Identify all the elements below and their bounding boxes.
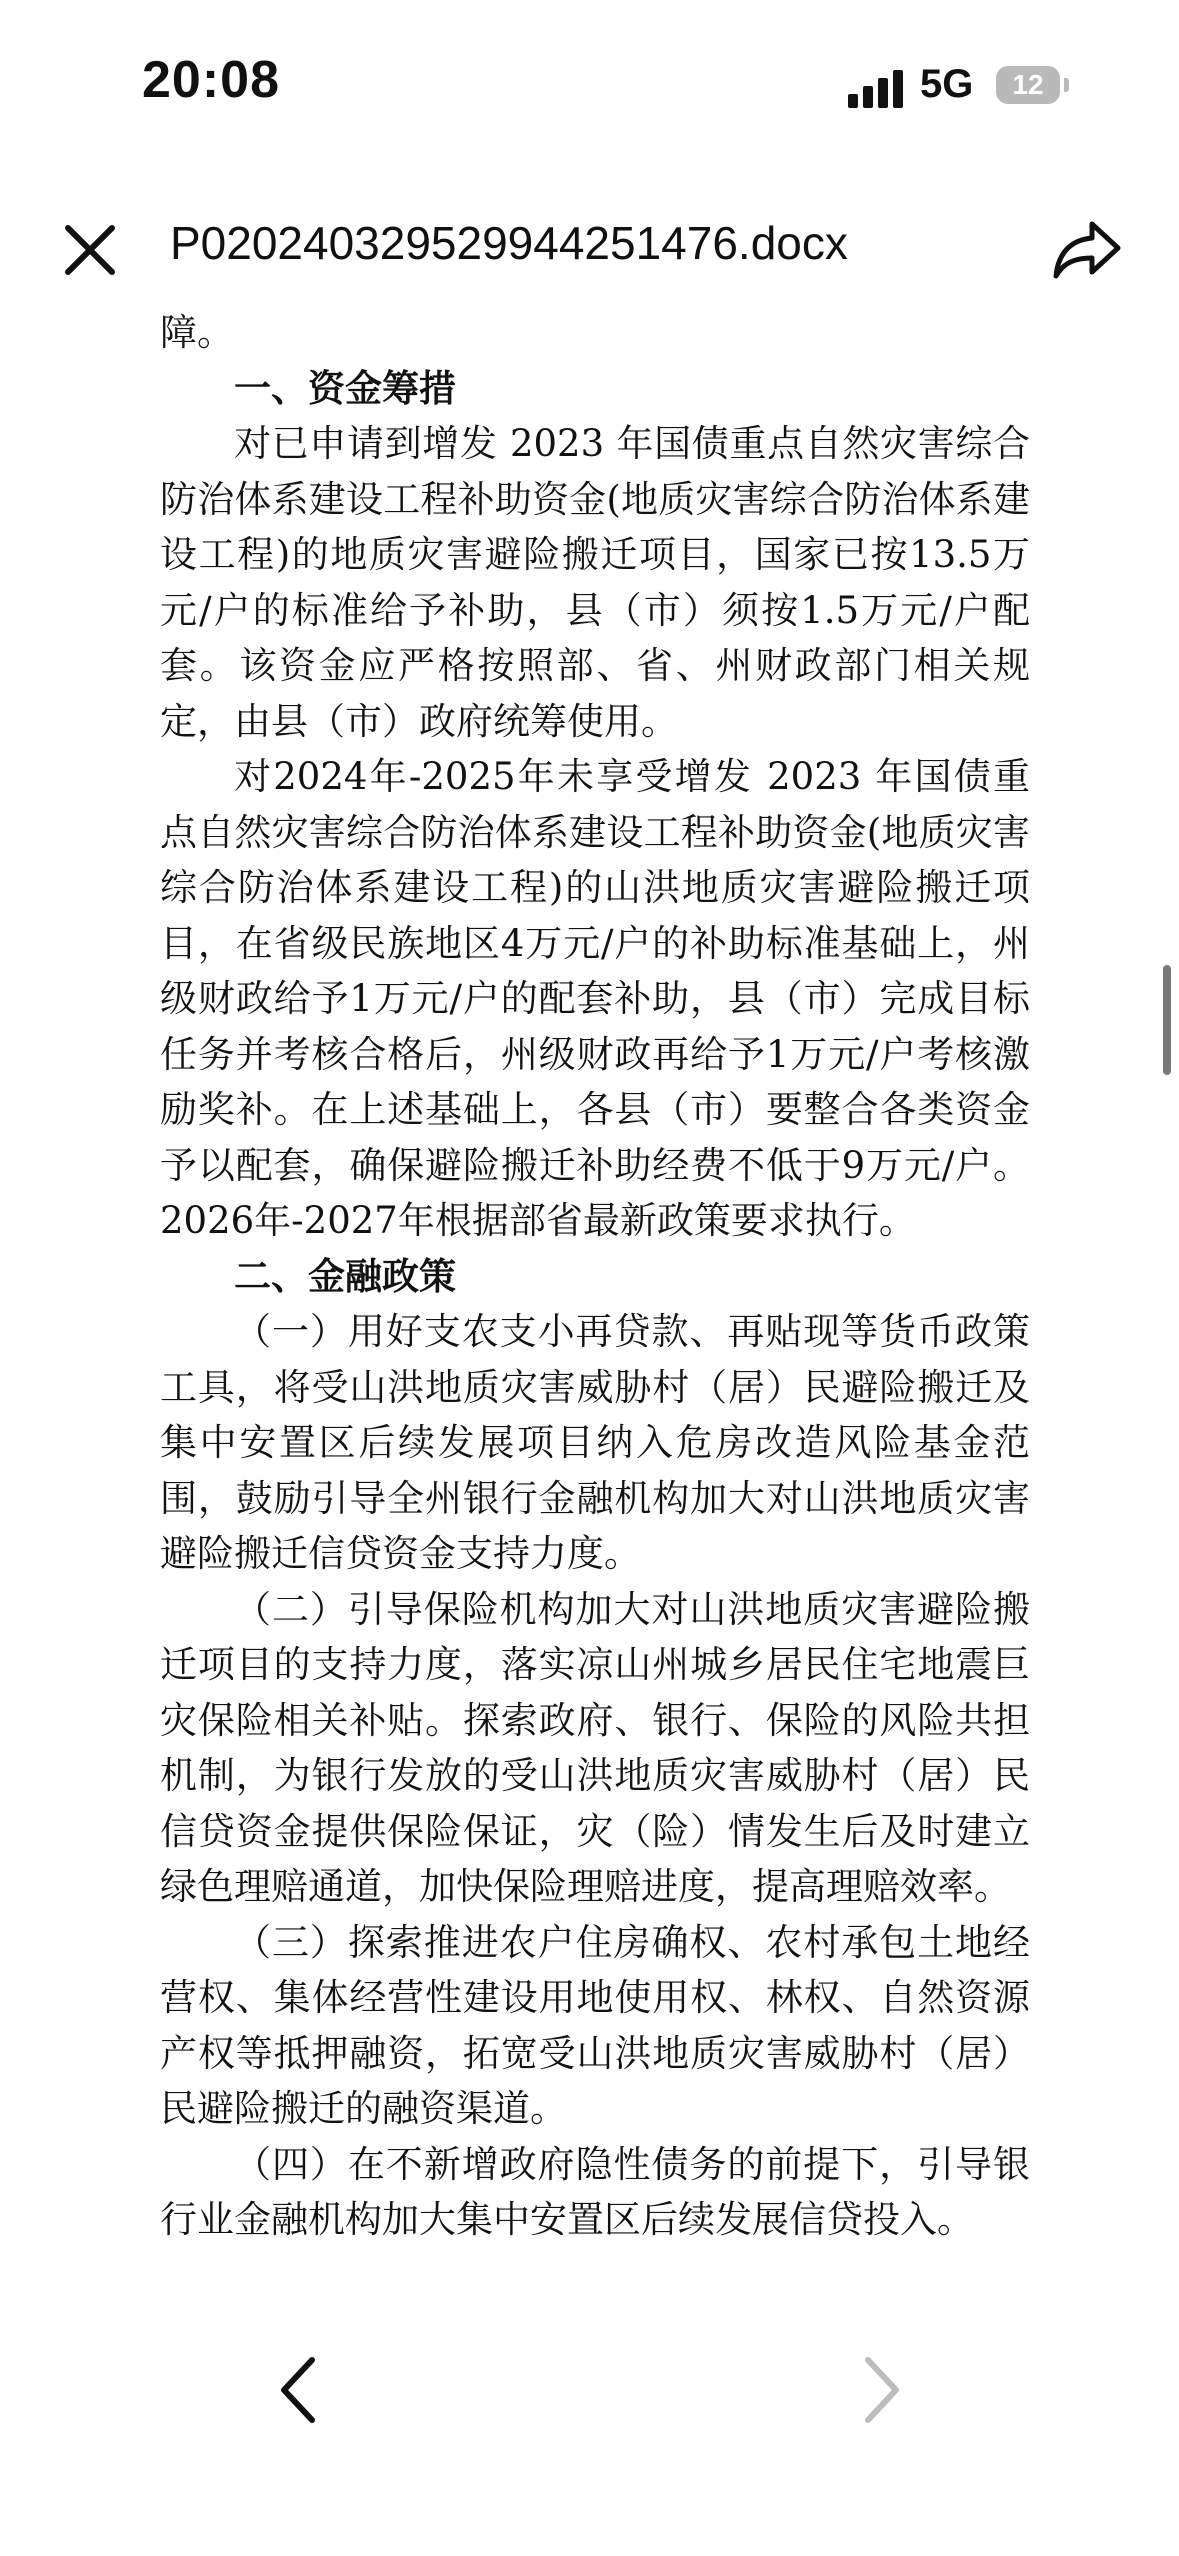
next-button[interactable] bbox=[850, 2350, 910, 2430]
scrollbar[interactable] bbox=[1163, 965, 1171, 1075]
paragraph-6: （四）在不新增政府隐性债务的前提下，引导银行业金融机构加大集中安置区后续发展信贷投入。 bbox=[160, 2142, 1030, 2241]
network-type: 5G bbox=[920, 62, 974, 106]
bottom-navigation bbox=[0, 2330, 1179, 2450]
section-heading-1: 一、资金筹措 bbox=[234, 366, 456, 410]
close-button[interactable] bbox=[60, 220, 120, 280]
document-page bbox=[0, 305, 1179, 2305]
battery-tip bbox=[1064, 78, 1069, 92]
paragraph-2: 对2024年-2025年未享受增发 2023 年国债重点自然灾害综合防治体系建设工程补助资金(地质灾害综合防治体系建设工程)的山洪地质灾害避险搬迁项目，在省级民族地区4万元/户的补助标准基础上，州级财政给予1万元/户的配套补助，县（市）完成目标任务并考核合格后，州级财政再给予1万元/户考核激励奖补。在上述基础上，各县（市）要整合各类资金予以配套，确保避险搬迁补助经费不低于9万元/户。2026年-2027年根据部省最新政策要求执行。 bbox=[160, 755, 1030, 1242]
document-body bbox=[160, 305, 1030, 2248]
document-title: P020240329529944251476.docx bbox=[170, 217, 848, 269]
nav-bar bbox=[0, 190, 1179, 300]
section-heading-2: 二、金融政策 bbox=[234, 1254, 456, 1298]
paragraph-3: （一）用好支农支小再贷款、再贴现等货币政策工具，将受山洪地质灾害威胁村（居）民避险搬迁及集中安置区后续发展项目纳入危房改造风险基金范围，鼓励引导全州银行金融机构加大对山洪地质灾害避险搬迁信贷资金支持力度。 bbox=[160, 1310, 1030, 1575]
content-fade bbox=[0, 2280, 1179, 2330]
paragraph-4: （二）引导保险机构加大对山洪地质灾害避险搬迁项目的支持力度，落实凉山州城乡居民住宅地震巨灾保险相关补贴。探索政府、银行、保险的风险共担机制，为银行发放的受山洪地质灾害威胁村（居）民信贷资金提供保险保证，灾（险）情发生后及时建立绿色理赔通道，加快保险理赔进度，提高理赔效率。 bbox=[160, 1587, 1030, 1908]
status-bar bbox=[0, 0, 1179, 150]
signal-icon bbox=[848, 68, 908, 108]
paragraph-1: 对已申请到增发 2023 年国债重点自然灾害综合防治体系建设工程补助资金(地质灾害综合防治体系建设工程)的地质灾害避险搬迁项目，国家已按13.5万元/户的标准给予补助，县（市）须按1.5万元/户配套。该资金应严格按照部、省、州财政部门相关规定，由县（市）政府统筹使用。 bbox=[160, 422, 1030, 743]
close-icon bbox=[60, 220, 120, 280]
previous-button[interactable] bbox=[270, 2350, 330, 2430]
chevron-right-icon bbox=[850, 2350, 910, 2430]
share-icon bbox=[1052, 218, 1122, 282]
paragraph-5: （三）探索推进农户住房确权、农村承包土地经营权、集体经营性建设用地使用权、林权、自然资源产权等抵押融资，拓宽受山洪地质灾害威胁村（居）民避险搬迁的融资渠道。 bbox=[160, 1920, 1030, 2130]
chevron-left-icon bbox=[270, 2350, 330, 2430]
status-time: 20:08 bbox=[142, 51, 280, 109]
paragraph-0: 障。 bbox=[160, 311, 234, 354]
battery-icon: 12 bbox=[996, 66, 1060, 104]
share-button[interactable] bbox=[1052, 218, 1122, 282]
